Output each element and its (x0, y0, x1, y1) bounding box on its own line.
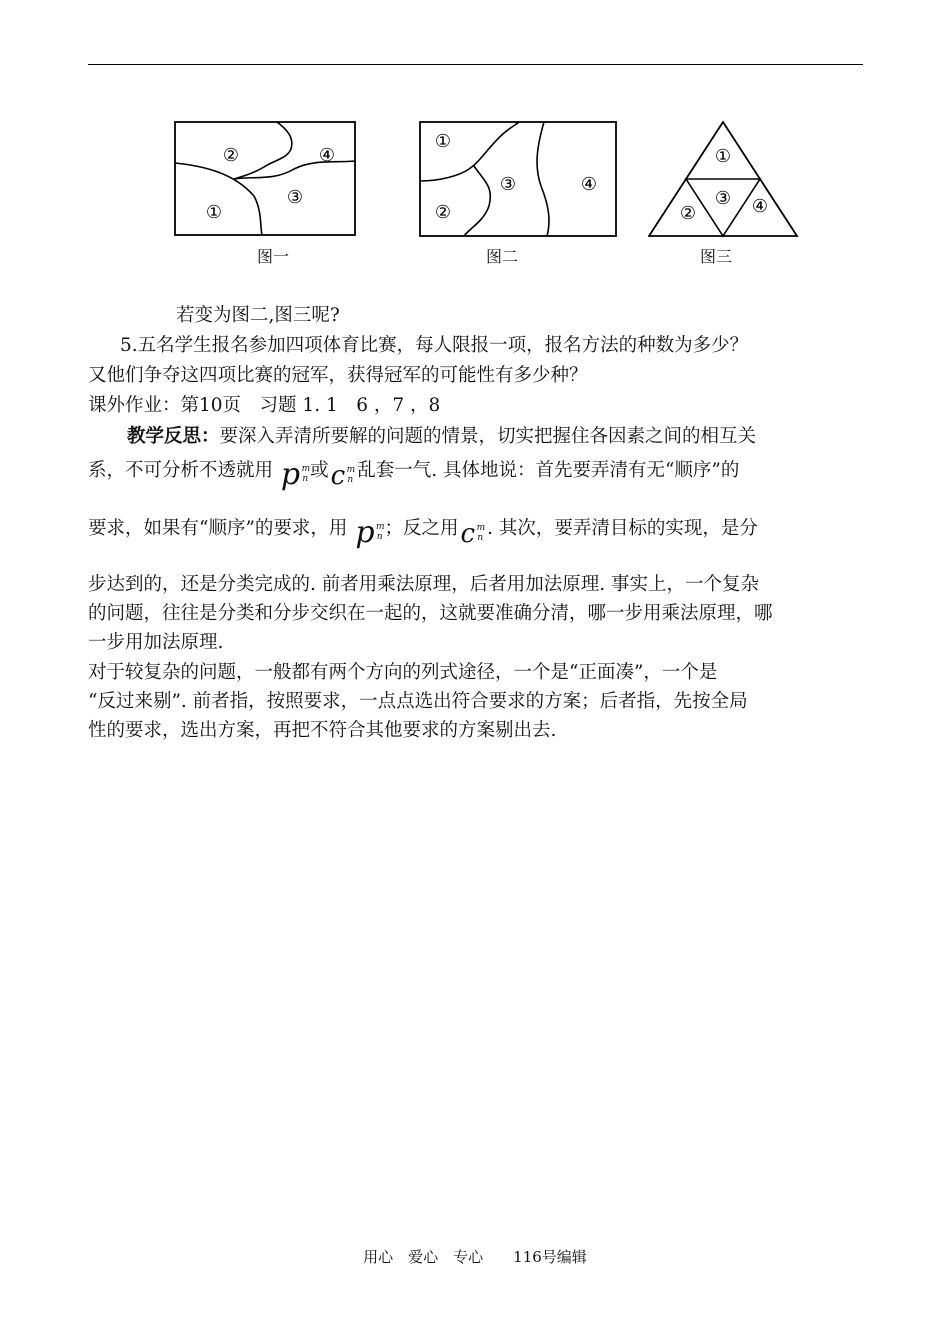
map-diagram-two (419, 121, 617, 238)
math-superscript: m (476, 523, 486, 533)
question-line: 若变为图二,图三呢? (176, 305, 340, 326)
region-label: ③ (714, 188, 732, 209)
reflection-line: 步达到的，还是分类完成的. 前者用乘法原理，后者用加法原理. 事实上，一个复杂 (88, 574, 760, 595)
reflection-line (88, 515, 758, 550)
region-label: ④ (580, 174, 598, 195)
math-subscript: n (302, 474, 309, 484)
permutation-symbol (355, 515, 385, 550)
math-superscript: m (375, 522, 385, 532)
question-line: 5.五名学生报名参加四项体育比赛，每人限报一项，报名方法的种数为多少？ (120, 335, 749, 356)
reflection-label: 教学反思： (127, 426, 220, 447)
reflection-text: ；反之用 (384, 518, 459, 539)
region-label: ④ (751, 196, 769, 217)
math-subscript: n (347, 475, 354, 485)
region-label: ② (434, 202, 452, 223)
paragraph-line: 性的要求，选出方案，再把不符合其他要求的方案剔出去. (88, 720, 557, 741)
page-footer: 用心 爱心 专心 116号编辑 (363, 1248, 587, 1266)
region-label: ② (679, 203, 697, 224)
reflection-text: 要深入弄清所要解的问题的情景，切实把握住各因素之间的相互关 (219, 426, 757, 447)
reflection-text: 乱套一气. 具体地说：首先要弄清有无“顺序”的 (357, 460, 740, 481)
combination-symbol (330, 461, 356, 491)
math-letter: c (330, 461, 346, 491)
reflection-text: 或 (310, 460, 329, 481)
question-line: 又他们争夺这四项比赛的冠军，获得冠军的可能性有多少种？ (88, 365, 588, 386)
figure-one-caption: 图一 (256, 247, 289, 266)
region-label: ① (205, 202, 223, 223)
reflection-text: 要求，如果有“顺序”的要求，用 (88, 518, 348, 539)
region-label: ③ (499, 174, 517, 195)
reflection-text: 系，不可分析不透就用 (88, 460, 274, 481)
figure-two-caption: 图二 (485, 247, 518, 266)
region-label: ④ (318, 145, 336, 166)
reflection-line: 一步用加法原理. (88, 632, 224, 653)
reflection-line (88, 457, 740, 492)
triangle-diagram (648, 120, 800, 238)
figure-three (648, 120, 800, 238)
header-rule (88, 64, 863, 65)
reflection-text: . 其次，要弄清目标的实现，是分 (487, 518, 758, 539)
reflection-line (127, 424, 756, 450)
region-label: ② (222, 145, 240, 166)
figure-two (419, 121, 617, 238)
math-subscript: n (477, 533, 484, 543)
combination-symbol (460, 519, 486, 549)
math-superscript: m (301, 464, 311, 474)
math-letter: p (280, 457, 301, 492)
figure-one (174, 121, 356, 236)
math-letter: p (355, 515, 375, 550)
permutation-symbol (280, 457, 311, 492)
region-label: ① (714, 146, 732, 167)
reflection-line: 的问题，往往是分类和分步交织在一起的，这就要准确分清，哪一步用乘法原理，哪 (88, 603, 773, 624)
math-superscript: m (346, 465, 356, 475)
region-label: ③ (286, 187, 304, 208)
region-label: ① (434, 131, 452, 152)
homework-line: 课外作业：第10页 习题 1. 1 6 ，7 ，8 (88, 395, 441, 416)
paragraph-line: 对于较复杂的问题，一般都有两个方向的列式途径，一个是“正面凑”，一个是 (88, 662, 718, 683)
figure-three-caption: 图三 (699, 247, 732, 266)
math-letter: c (460, 519, 476, 549)
math-subscript: n (376, 532, 383, 542)
map-diagram-one (174, 121, 356, 236)
paragraph-line: “反过来剔”. 前者指，按照要求，一点点选出符合要求的方案；后者指，先按全局 (88, 691, 748, 712)
